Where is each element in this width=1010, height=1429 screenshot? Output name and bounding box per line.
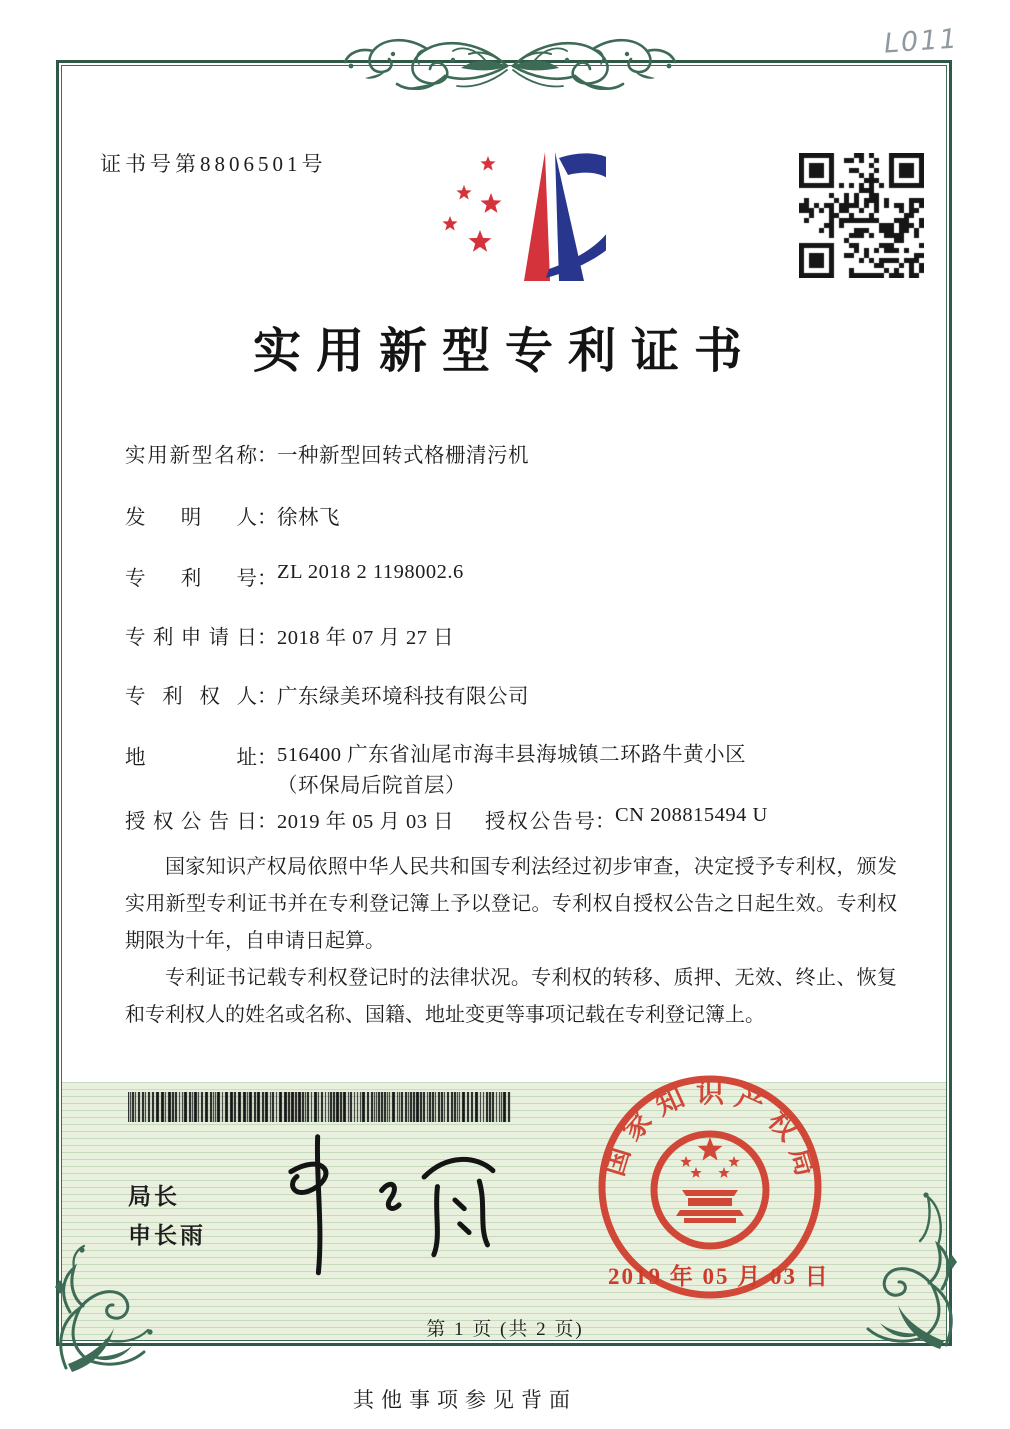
field-grant-row: 授权公告日：2019 年 05 月 03 日 授权公告号：CN 208815494 U <box>125 804 768 833</box>
officer-name: 申长雨 <box>128 1222 206 1248</box>
field-label: 授权公告日 <box>125 811 257 833</box>
field-value: 2018 年 07 月 27 日 <box>277 627 455 649</box>
legal-paragraph-1: 国家知识产权局依照中华人民共和国专利法经过初步审查，决定授予专利权，颁发实用新型专利证书并在专利登记簿上予以登记。专利权自授权公告之日起生效。专利权期限为十年，自申请日起算。 <box>125 856 897 952</box>
field-utility-model-name: 实用新型名称：一种新型回转式格栅清污机 <box>125 438 529 468</box>
svg-text:局: 局 <box>783 1143 822 1180</box>
certificate-number: 证书号第8806501号 <box>100 152 327 176</box>
field-value: 徐林飞 <box>277 507 340 529</box>
field-value: CN 208815494 U <box>615 804 768 826</box>
field-inventor: 发明人：徐林飞 <box>125 500 340 530</box>
field-label: 专利权人 <box>125 686 257 708</box>
handwritten-note: L011 <box>883 23 960 60</box>
svg-text:家: 家 <box>616 1105 659 1148</box>
legal-text <box>125 849 897 1034</box>
field-label: 实用新型名称 <box>125 445 257 467</box>
top-border-flourish-ornament <box>325 26 695 100</box>
svg-text:知: 知 <box>651 1082 690 1122</box>
field-label: 专利号 <box>125 568 257 590</box>
page-number: 第 1 页 (共 2 页) <box>426 1319 584 1340</box>
seal-date: 2019 年 05 月 03 日 <box>608 1264 830 1289</box>
svg-text:识: 识 <box>695 1078 725 1109</box>
officer-title: 局长 <box>128 1183 180 1209</box>
field-label: 发明人 <box>125 507 257 529</box>
barcode-icon <box>128 1092 514 1122</box>
certificate-title: 实用新型专利证书 <box>252 325 757 378</box>
back-side-note: 其他事项参见背面 <box>353 1388 577 1412</box>
svg-text:国: 国 <box>598 1143 637 1180</box>
field-address: 地址：516400 广东省汕尾市海丰县海城镇二环路牛黄小区（环保局后院首层） <box>125 740 785 802</box>
field-label: 专利申请日 <box>125 627 257 649</box>
field-grant-number: 授权公告号：CN 208815494 U <box>485 804 768 833</box>
legal-paragraph-2: 专利证书记载专利权登记时的法律状况。专利权的转移、质押、无效、终止、恢复和专利权人的姓名或名称、国籍、地址变更等事项记载在专利登记簿上。 <box>125 967 897 1026</box>
field-value: 516400 广东省汕尾市海丰县海城镇二环路牛黄小区（环保局后院首层） <box>277 744 747 797</box>
field-value: ZL 2018 2 1198002.6 <box>277 561 464 583</box>
svg-text:权: 权 <box>761 1105 804 1148</box>
director-signature-icon <box>262 1128 532 1278</box>
field-patentee: 专利权人：广东绿美环境科技有限公司 <box>125 679 529 709</box>
field-filing-date: 专利申请日：2018 年 07 月 27 日 <box>125 620 454 650</box>
field-value: 一种新型回转式格栅清污机 <box>277 445 529 467</box>
field-label: 地址 <box>125 747 257 769</box>
field-value: 广东绿美环境科技有限公司 <box>277 686 529 708</box>
qr-code-icon <box>799 153 924 278</box>
field-value: 2019 年 05 月 03 日 <box>277 811 455 833</box>
cnipa-patent-logo-icon <box>428 138 606 288</box>
svg-text:产: 产 <box>730 1082 769 1122</box>
field-patent-number: 专利号：ZL 2018 2 1198002.6 <box>125 561 464 590</box>
bottom-left-corner-ornament <box>46 1240 176 1380</box>
field-label: 授权公告号 <box>485 811 595 833</box>
national-emblem-icon <box>654 1134 766 1246</box>
